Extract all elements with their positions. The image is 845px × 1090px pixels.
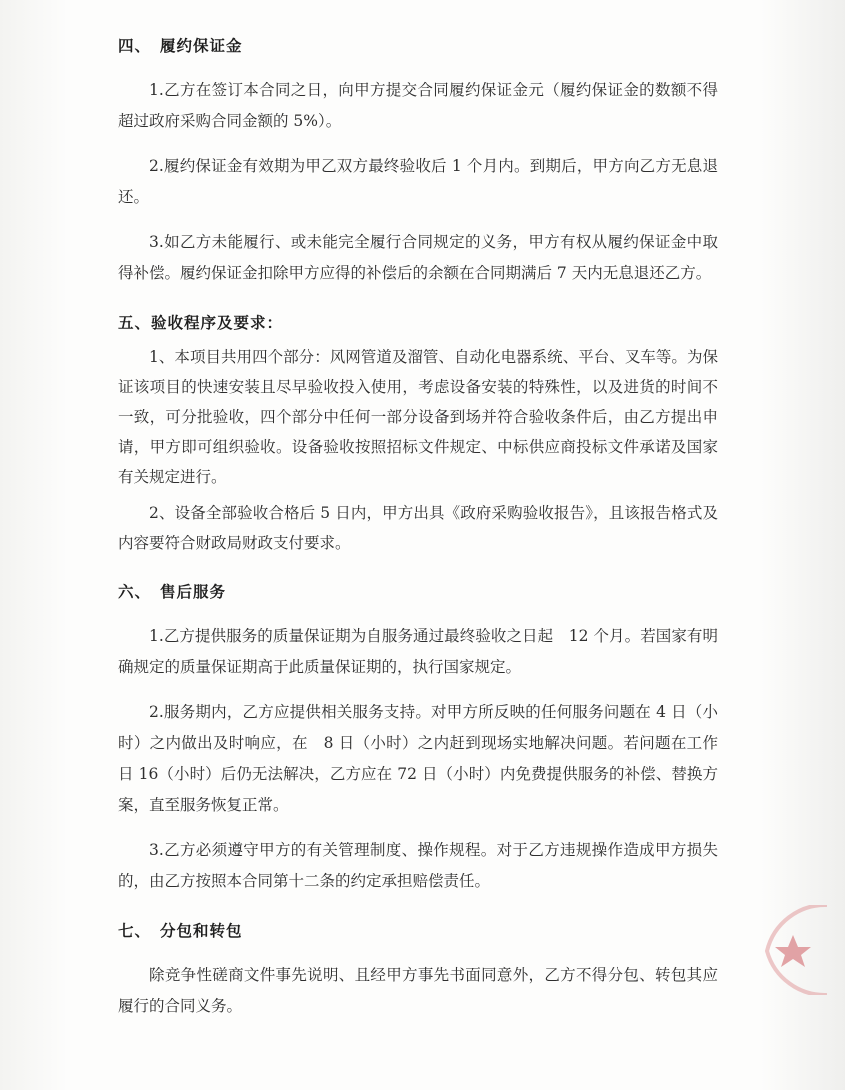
section-number: 四、	[118, 36, 152, 55]
paragraph: 2.履约保证金有效期为甲乙双方最终验收后 1 个月内。到期后，甲方向乙方无息退还。	[118, 157, 718, 206]
section-title: 履约保证金	[160, 36, 243, 55]
paragraph: 1、本项目共用四个部分：风网管道及溜管、自动化电器系统、平台、叉车等。为保证该项目的快速安装且尽早验收投入使用，考虑设备安装的特殊性，以及进货的时间不一致，可分批验收，四个部分中任何一部分设备到场并符合验收条件后，由乙方提出申请，甲方即可组织验收。设备验收按照招标文件规定、中标供应商投标文件承诺及国家有关规定进行。	[118, 348, 718, 486]
paragraph: 2.服务期内，乙方应提供相关服务支持。对甲方所反映的任何服务问题在 4 日（小时）之内做出及时响应，在 8 日（小时）之内赶到现场实地解决问题。若问题在工作日 16（小时）后仍无法解决，乙方应在 72 日（小时）内免费提供服务的补偿、替换方案，直至服务恢复正常。	[118, 703, 718, 814]
section-number: 六、	[118, 582, 152, 601]
section-heading-deposit	[118, 30, 718, 61]
section-title: 分包和转包	[160, 921, 243, 940]
seal-stamp-icon	[763, 905, 827, 995]
paragraph: 1.乙方提供服务的质量保证期为自服务通过最终验收之日起 12 个月。若国家有明确规定的质量保证期高于此质量保证期的，执行国家规定。	[118, 627, 718, 676]
section-title: 售后服务	[160, 582, 227, 601]
section-heading-acceptance: 五、验收程序及要求：	[118, 313, 284, 332]
contract-body	[118, 30, 718, 1022]
paragraph: 3.如乙方未能履行、或未能完全履行合同规定的义务，甲方有权从履约保证金中取得补偿。履约保证金扣除甲方应得的补偿后的余额在合同期满后 7 天内无息退还乙方。	[118, 233, 718, 282]
section-number: 七、	[118, 921, 152, 940]
section-heading-subcontract	[118, 915, 718, 946]
paragraph: 除竞争性磋商文件事先说明、且经甲方事先书面同意外，乙方不得分包、转包其应履行的合同义务。	[118, 966, 718, 1015]
paragraph: 1.乙方在签订本合同之日，向甲方提交合同履约保证金元（履约保证金的数额不得超过政府采购合同金额的 5%）。	[118, 81, 718, 130]
section-heading-after-sales	[118, 576, 718, 607]
paragraph: 2、设备全部验收合格后 5 日内，甲方出具《政府采购验收报告》，且该报告格式及内容要符合财政局财政支付要求。	[118, 504, 718, 552]
paragraph: 3.乙方必须遵守甲方的有关管理制度、操作规程。对于乙方违规操作造成甲方损失的，由乙方按照本合同第十二条的约定承担赔偿责任。	[118, 841, 718, 890]
